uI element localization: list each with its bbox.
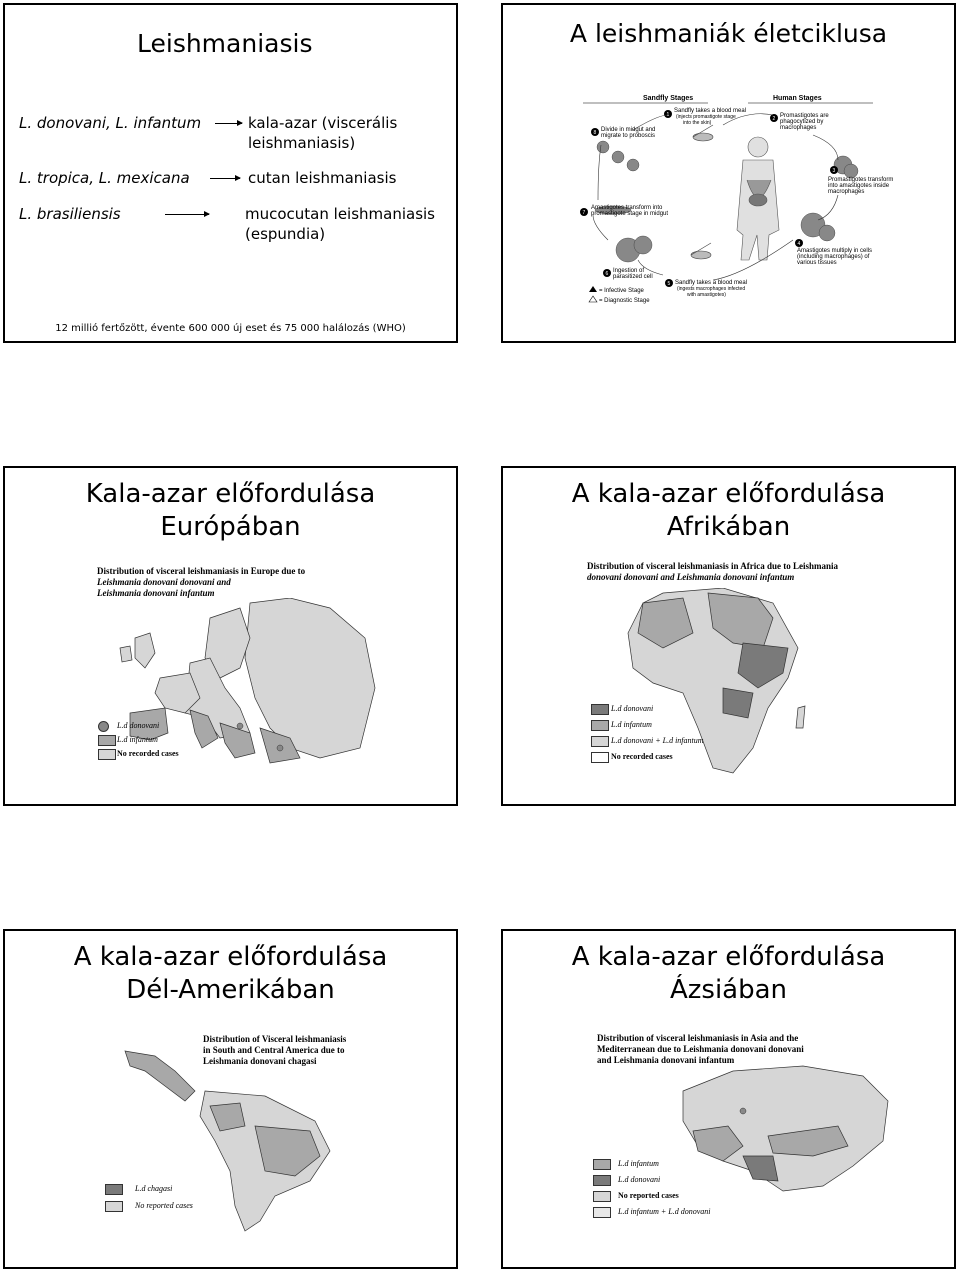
slide-leishmaniasis [3, 3, 458, 343]
svg-text:Amastigotes transform into: Amastigotes transform into [591, 205, 663, 211]
legend-swatch-none [98, 749, 116, 760]
arrow-icon [165, 214, 209, 215]
legend-both: L.d donovani + L.d infantum [611, 736, 704, 745]
svg-text:Sandfly takes a blood meal: Sandfly takes a blood meal [675, 280, 748, 286]
legend-donovani: L.d donovani [117, 721, 160, 730]
slide-south-america [3, 929, 458, 1269]
legend-infantum: L.d infantum [618, 1159, 659, 1168]
svg-text:promastigote stage in midgut: promastigote stage in midgut [591, 211, 669, 217]
legend-swatch-both [591, 736, 609, 747]
legend-swatch-none [105, 1201, 123, 1212]
result-2 [248, 168, 396, 188]
result-line: leishmaniasis) [248, 134, 356, 152]
legend-swatch-infantum [98, 735, 116, 746]
legend-swatch-donovani [593, 1175, 611, 1186]
title-line: Európában [160, 512, 301, 542]
svg-text:migrate to proboscis: migrate to proboscis [601, 133, 656, 139]
map-title: Distribution of visceral leishmaniasis in Europe due to Leishmania donovani donovani and Leishmania donovani infantum [97, 566, 306, 598]
slide-title: Leishmaniasis [137, 29, 313, 58]
title-line: Kala-azar előfordulása [85, 479, 376, 509]
legend-swatch-infantum [593, 1159, 611, 1170]
legend-both: L.d infantum + L.d donovani [618, 1207, 711, 1216]
svg-text:into amastigotes inside: into amastigotes inside [828, 183, 890, 189]
legend-swatch-infantum [591, 720, 609, 731]
svg-text:Divide in midgut and: Divide in midgut and [601, 127, 656, 133]
legend-swatch-donovani [98, 721, 109, 732]
svg-text:7: 7 [582, 210, 586, 216]
species-name: L. donovani, L. infantum [19, 114, 202, 132]
species-name: L. tropica, L. mexicana [19, 169, 190, 187]
svg-text:with amastigotes): with amastigotes) [687, 292, 726, 298]
legend-infantum: L.d infantum [611, 720, 652, 729]
svg-text:(including macrophages) of: (including macrophages) of [797, 254, 870, 260]
arrow-icon [210, 178, 240, 179]
svg-text:Sandfly takes a blood meal: Sandfly takes a blood meal [674, 108, 747, 114]
parasitized-cell-figures [595, 141, 858, 262]
svg-text:Ingestion of: Ingestion of [613, 268, 645, 274]
svg-text:(injects promastigote stage: (injects promastigote stage [676, 114, 736, 120]
svg-text:macrophages: macrophages [828, 189, 865, 195]
legend-none: No recorded cases [611, 752, 673, 761]
result-1 [248, 113, 397, 153]
legend-infantum: L.d infantum [117, 735, 158, 744]
svg-text:2: 2 [772, 116, 776, 122]
life-cycle-diagram [573, 85, 893, 315]
result-line: mucocutan leishmaniasis [245, 205, 435, 223]
sandfly-stages-label: Sandfly Stages [643, 95, 694, 102]
slide-europe [3, 466, 458, 806]
svg-text:various tissues: various tissues [797, 260, 837, 266]
legend-swatch-none [593, 1191, 611, 1202]
svg-text:3: 3 [832, 168, 836, 174]
svg-text:parasitized cell: parasitized cell [613, 274, 653, 280]
title-line: Dél-Amerikában [126, 975, 335, 1005]
legend-chagasi: L.d chagasi [135, 1184, 173, 1193]
svg-text:(ingests macrophages infected: (ingests macrophages infected [677, 286, 746, 292]
svg-text:Promastigotes transform: Promastigotes transform [828, 177, 893, 183]
species-name: L. brasiliensis [19, 205, 121, 223]
who-statistics: 12 millió fertőzött, évente 600 000 új eset és 75 000 halálozás (WHO) [55, 323, 406, 334]
title-line: A kala-azar előfordulása [73, 942, 388, 972]
svg-text:phagocytized by: phagocytized by [780, 119, 824, 125]
slide-asia [501, 929, 956, 1269]
title-line: Afrikában [666, 512, 791, 542]
legend-swatch-chagasi [105, 1184, 123, 1195]
svg-text:into the skin): into the skin) [683, 120, 712, 126]
legend-none: No recorded cases [117, 749, 179, 758]
legend-donovani: L.d donovani [618, 1175, 661, 1184]
slide-title [5, 941, 456, 1007]
svg-text:8: 8 [593, 130, 597, 136]
svg-text:= Diagnostic Stage: = Diagnostic Stage [599, 298, 650, 304]
human-body-figure [737, 137, 779, 260]
svg-text:1: 1 [666, 112, 670, 118]
result-line: cutan leishmaniasis [248, 169, 397, 187]
title-line: A kala-azar előfordulása [571, 942, 886, 972]
human-stages-label: Human Stages [773, 95, 822, 102]
title-line: A kala-azar előfordulása [571, 479, 886, 509]
slide-title [503, 941, 954, 1007]
result-3 [245, 204, 435, 244]
title-line: Ázsiában [669, 975, 788, 1005]
sandfly-figure [691, 125, 713, 259]
legend-none: No reported cases [618, 1191, 679, 1200]
africa-map [593, 588, 823, 778]
result-line: kala-azar (viscerális [248, 114, 398, 132]
svg-text:5: 5 [667, 281, 671, 287]
legend-swatch-none [591, 752, 609, 763]
legend-swatch-donovani [591, 704, 609, 715]
slide-title [5, 478, 456, 544]
map-title: Distribution of visceral leishmaniasis in Africa due to Leishmania donovani donovani and Leishmania donovani infantum [587, 561, 839, 582]
legend-donovani: L.d donovani [611, 704, 654, 713]
svg-text:6: 6 [605, 271, 609, 277]
result-line: (espundia) [245, 225, 326, 243]
slide-title [503, 478, 954, 544]
svg-text:4: 4 [797, 241, 801, 247]
arrow-icon [215, 123, 242, 124]
legend-swatch-both [593, 1207, 611, 1218]
map-title: Distribution of visceral leishmaniasis in Asia and the Mediterranean due to Leishmania donovani donovani and Leishmania donovani infantum [597, 1033, 804, 1065]
svg-text:Promastigotes are: Promastigotes are [780, 113, 829, 119]
legend-none: No reported cases [135, 1201, 193, 1210]
svg-text:macrophages: macrophages [780, 125, 817, 131]
map-title: Distribution of Visceral leishmaniasis in South and Central America due to Leishmania donovani chagasi [203, 1034, 347, 1066]
slide-africa [501, 466, 956, 806]
svg-text:= Infective Stage: = Infective Stage [599, 288, 644, 294]
asia-map [673, 1061, 893, 1201]
slide-life-cycle [501, 3, 956, 343]
svg-text:Amastigotes multiply in cells: Amastigotes multiply in cells [797, 248, 873, 254]
slide-title: A leishmaniák életciklusa [569, 19, 888, 48]
